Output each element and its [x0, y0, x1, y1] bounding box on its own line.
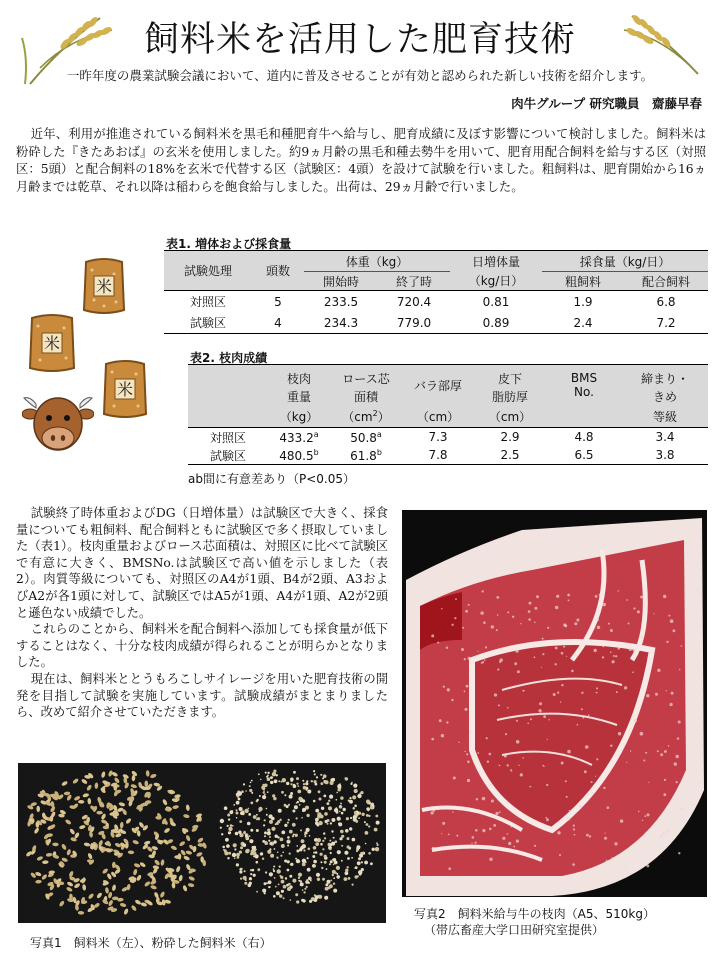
table2-header-carcass-2: 重量 — [268, 387, 330, 405]
table-cell: 5 — [274, 294, 282, 309]
table2-header-rib-unit: （cm） — [402, 405, 474, 428]
rice-bag-label: 米 — [95, 277, 113, 296]
table1-header-dg-unit: （kg/日） — [450, 272, 542, 291]
rice-bag-label: 米 — [116, 380, 134, 399]
table-cell: 3.4 — [655, 430, 675, 444]
table-row — [164, 291, 708, 313]
photo2-caption — [414, 906, 655, 938]
table2-header-bms-1: BMS — [570, 371, 598, 385]
table2-header-grade-2: きめ — [622, 387, 708, 405]
table2-header-loin-unit — [330, 405, 402, 428]
table2-header-loin-1: ロース芯 — [330, 365, 402, 388]
table2-header-carcass-unit: （kg） — [268, 405, 330, 428]
photo1-caption: 写真1 飼料米（左）、粉砕した飼料米（右） — [30, 936, 272, 950]
table2-header-loin-2: 面積 — [330, 387, 402, 405]
table2 — [188, 364, 708, 465]
photo-carcass — [402, 510, 707, 897]
table-cell: 1.9 — [573, 294, 593, 309]
table-cell: 720.4 — [396, 294, 432, 309]
cow-icon — [22, 392, 94, 454]
table2-header-rib: バラ部厚 — [402, 365, 474, 406]
table2-header-grade-1: 締まり・ — [622, 365, 708, 388]
table-cell — [330, 446, 402, 465]
cell-sup: b — [376, 447, 382, 457]
table-row — [164, 312, 708, 334]
table-cell — [330, 428, 402, 447]
table2-header-blank — [188, 365, 268, 428]
table1-header-roughage: 粗飼料 — [542, 272, 624, 291]
cell-value: 480.5 — [279, 448, 314, 463]
table2-header-fat-2: 脂肪厚 — [474, 387, 546, 405]
table-cell: 0.81 — [482, 294, 510, 309]
unit-text: （cm — [342, 409, 373, 424]
photo2-caption-line2: （帯広畜産大学口田研究室提供） — [424, 923, 605, 937]
table2-header-fat-unit: （cm） — [474, 405, 546, 428]
table-cell: 試験区 — [209, 448, 246, 463]
table-cell: 試験区 — [189, 316, 226, 330]
unit-sup: 2 — [372, 408, 378, 418]
table1-header-intake: 採食量（kg/日） — [542, 251, 708, 272]
table-cell: 2.9 — [500, 430, 520, 444]
table1-header-weight: 体重（kg） — [304, 251, 450, 272]
table2-header-bms-blank — [546, 405, 622, 428]
table-cell: 233.5 — [323, 294, 359, 309]
cell-value: 61.8 — [350, 448, 377, 463]
table1-header-treatment: 試験処理 — [164, 251, 252, 291]
body-paragraph-2 — [16, 505, 388, 721]
intro-text: 一昨年度の農業試験会議において、道内に普及させることが有効と認められた新しい技術を紹介します。 — [66, 68, 654, 83]
table-cell: 4 — [274, 315, 282, 330]
paragraph-results: 試験終了時体重およびDG（日増体量）は試験区で大きく、採食量についても粗飼料、配合飼料ともに試験区で多く摂取していました（表1）。枝肉重量およびロース芯面積は、対照区に比べて試験区で有意に大きく、BMSNo.は試験区で高い値を示しました（表2）。肉質等級についても、対照区のA4が1頭、B4が2頭、A3およびA2が各1頭に対して、試験区ではA5が1頭、A4が1頭、A2が2頭と遜色ない成績でした。 — [16, 506, 388, 620]
rice-bag-icon — [80, 256, 128, 316]
cell-value: 50.8 — [350, 430, 377, 445]
paragraph-future: 現在は、飼料米ととうもろこしサイレージを用いた肥育技術の開発を目指して試験を実施しています。試験成績がまとまりましたら、改めて紹介させていただきます。 — [16, 671, 388, 720]
rice-bag-icon — [100, 358, 150, 420]
table-cell: 7.8 — [428, 448, 448, 462]
table-cell: 0.89 — [482, 315, 510, 330]
table1 — [164, 250, 708, 334]
table1-header-weight-end: 終了時 — [378, 272, 450, 291]
table-cell: 4.8 — [574, 430, 594, 444]
cell-sup: a — [376, 429, 382, 439]
cell-value: 433.2 — [279, 430, 314, 445]
table-cell: 2.5 — [500, 448, 520, 462]
table-row — [188, 446, 708, 465]
table1-header-weight-start: 開始時 — [304, 272, 378, 291]
unit-text: ） — [377, 409, 390, 424]
table-cell: 7.2 — [656, 315, 676, 330]
paragraph-conclusion: これらのことから、飼料米を配合飼料へ添加しても採食量が低下することはなく、十分な枝肉成績が得られることが明らかとなりました。 — [16, 622, 388, 670]
table-cell — [268, 446, 330, 465]
table1-header-count: 頭数 — [252, 251, 304, 291]
table2-caption: 表2. 枝肉成績 — [190, 351, 268, 365]
table2-header-fat-1: 皮下 — [474, 365, 546, 388]
author-line: 肉牛グループ 研究職員 齋藤早春 — [511, 96, 702, 111]
page-title: 飼料米を活用した肥育技術 — [143, 20, 576, 60]
table2-header-grade-3: 等級 — [622, 405, 708, 428]
table-cell — [268, 428, 330, 447]
table1-caption: 表1. 増体および採食量 — [166, 237, 292, 251]
rice-bag-icon — [26, 312, 78, 374]
photo-rice-grains — [18, 763, 386, 923]
table-cell: 3.8 — [655, 448, 675, 462]
table2-header-bms — [546, 365, 622, 406]
table2-note: ab間に有意差あり（P<0.05） — [188, 472, 355, 486]
table-cell: 6.8 — [656, 294, 676, 309]
cell-sup: b — [313, 447, 319, 457]
rice-bag-label: 米 — [43, 334, 61, 353]
cell-sup: a — [313, 429, 319, 439]
table-cell: 7.3 — [428, 430, 448, 444]
table-cell: 対照区 — [189, 295, 226, 309]
table1-header-dg: 日増体量 — [450, 251, 542, 272]
table-cell: 6.5 — [574, 448, 594, 462]
photo2-caption-line1: 写真2 飼料米給与牛の枝肉（A5、510kg） — [414, 907, 655, 921]
table-cell: 234.3 — [323, 315, 359, 330]
body-paragraph-1: 近年、利用が推進されている飼料米を黒毛和種肥育牛へ給与し、肥育成績に及ぼす影響について検討しました。飼料米は粉砕した『きたあおば』の玄米を使用しました。約9ヵ月齢の黒毛和種去勢牛を用いて、肥育用配合飼料を給与する区（対照区：5頭）と配合飼料の18%を玄米で代替する区（試験区：4頭）を設けて試験を行いました。粗飼料は、肥育開始から16ヵ月齢までは乾草、それ以降は稲わらを飽食給与しました。出荷は、29ヵ月齢で行いました。 — [16, 127, 706, 194]
table-cell: 2.4 — [573, 315, 593, 330]
table-row — [188, 428, 708, 447]
table2-header-bms-2: No. — [574, 385, 594, 399]
table1-header-concentrate: 配合飼料 — [624, 272, 708, 291]
table-cell: 779.0 — [396, 315, 432, 330]
table-cell: 対照区 — [209, 430, 246, 445]
table2-header-carcass-1: 枝肉 — [268, 365, 330, 388]
